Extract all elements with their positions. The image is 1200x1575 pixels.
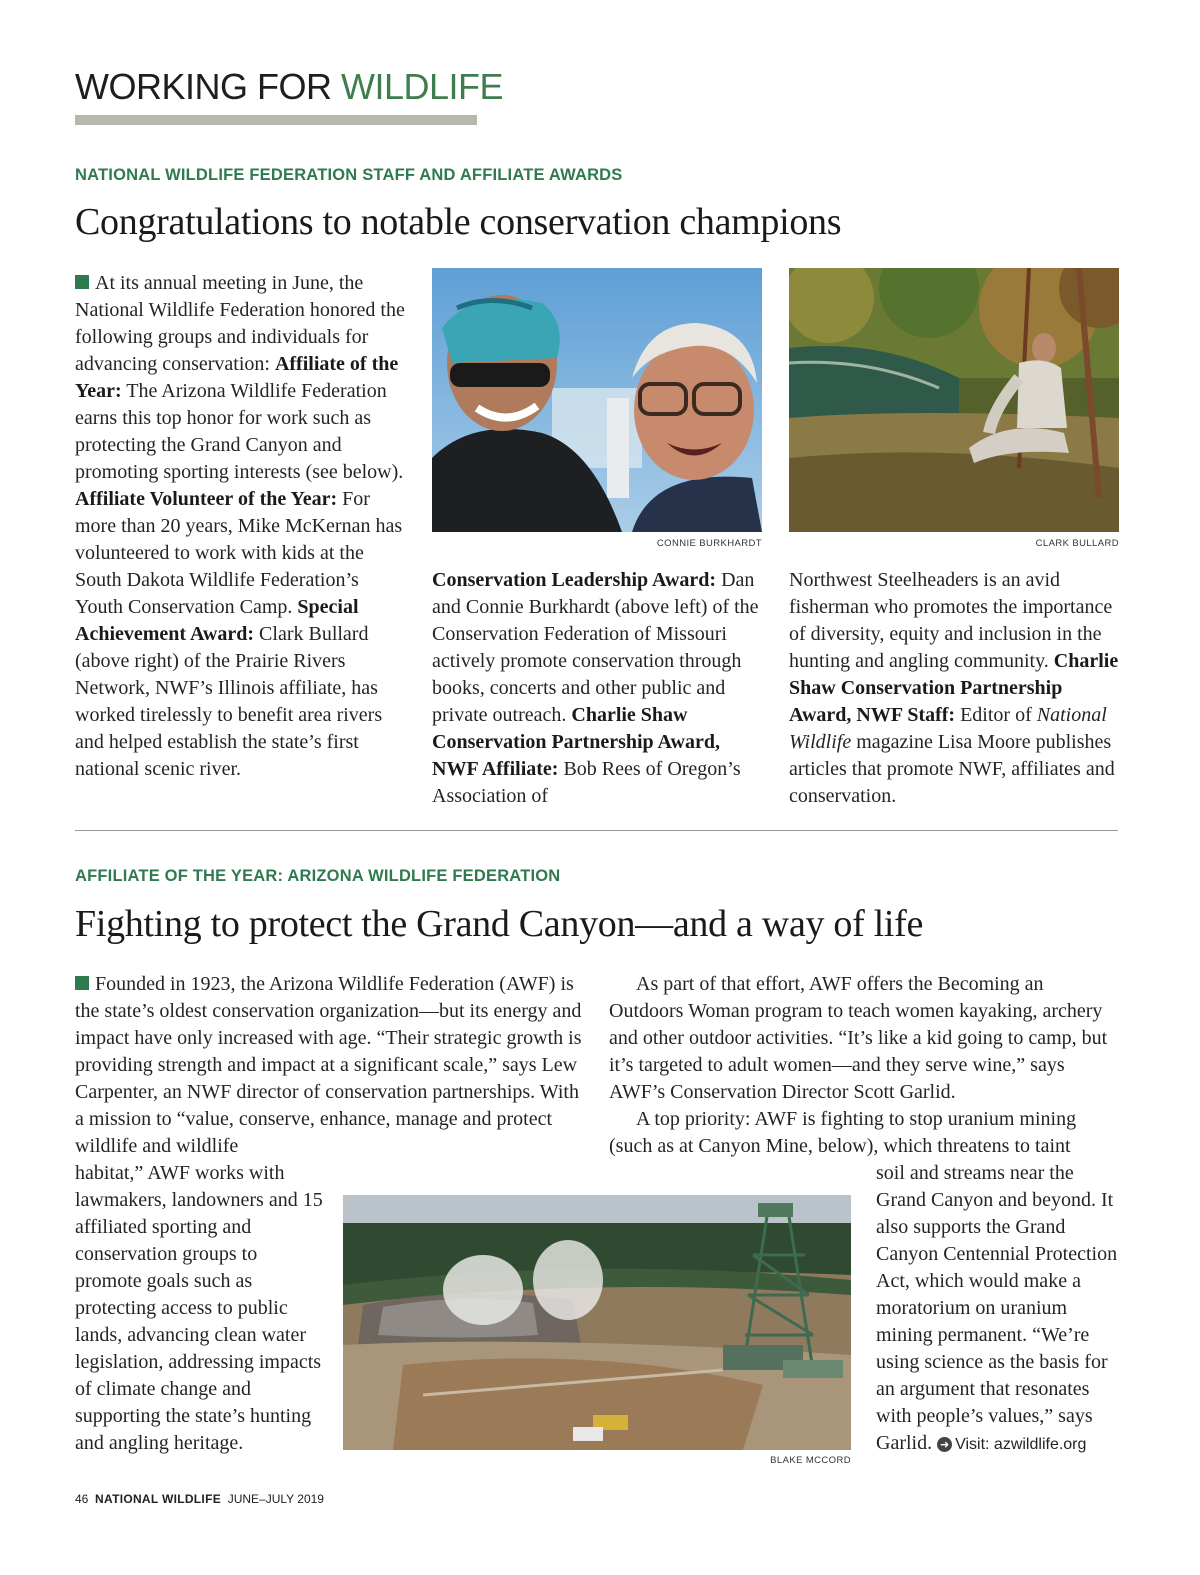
award-text: magazine Lisa Moore publishes articles that promote NWF, affiliates and conservation. bbox=[789, 731, 1115, 807]
award-title: Affiliate Volunteer of the Year: bbox=[75, 488, 338, 510]
award-title: Affiliate of the Year: bbox=[75, 353, 399, 402]
award-text: Editor of bbox=[955, 704, 1037, 726]
section2-headline: Fighting to protect the Grand Canyon—and a way of life bbox=[75, 903, 924, 945]
photo-bullard-illustration bbox=[789, 268, 1119, 532]
section2-kicker: AFFILIATE OF THE YEAR: ARIZONA WILDLIFE FEDERATION bbox=[75, 867, 561, 885]
section1-column-1 bbox=[75, 270, 405, 783]
magazine-name: National Wildlife bbox=[789, 704, 1107, 753]
photo-burkhardt bbox=[432, 268, 762, 532]
section1-kicker: NATIONAL WILDLIFE FEDERATION STAFF AND AFFILIATE AWARDS bbox=[75, 166, 623, 184]
award-title: Conservation Leadership Award: bbox=[432, 569, 717, 591]
header-part1: WORKING FOR bbox=[75, 66, 341, 107]
section1-column-2 bbox=[432, 567, 767, 810]
section2-left-top bbox=[75, 971, 590, 1160]
body-text: Founded in 1923, the Arizona Wildlife Federation (AWF) is the state’s oldest conservation organization—but its energy and impact have only increased with age. “Their strategic growth is providing strength and impact at a significant scale,” says Lew Carpenter, an NWF director of conservation partnerships. With a mission to “value, conserve, enhance, manage and protect wildlife and wildlife bbox=[75, 973, 582, 1157]
photo-credit: BLAKE MCCORD bbox=[770, 1455, 851, 1466]
bullet-square-icon bbox=[75, 976, 89, 990]
page-number: 46 bbox=[75, 1492, 89, 1506]
bullet-square-icon bbox=[75, 275, 89, 289]
body-text: habitat,” AWF works with lawmakers, landowners and 15 affiliated sporting and conservation groups to promote goals such as protecting access to public lands, advancing clean water legislation, addressing impacts of climate change and supporting the state’s hunting and angling heritage. bbox=[75, 1162, 323, 1454]
section1-headline: Congratulations to notable conservation champions bbox=[75, 201, 842, 243]
photo-credit: CONNIE BURKHARDT bbox=[656, 538, 762, 549]
header-part2: WILDLIFE bbox=[341, 66, 504, 107]
visit-label: Visit: azwildlife.org bbox=[955, 1436, 1087, 1453]
intro-text: At its annual meeting in June, the National Wildlife Federation honored the following groups and individuals for advancing conservation: bbox=[75, 272, 405, 375]
photo-canyon-mine bbox=[343, 1195, 851, 1450]
header-underline bbox=[75, 115, 477, 125]
page-footer bbox=[75, 1492, 324, 1506]
magazine-title: NATIONAL WILDLIFE bbox=[95, 1492, 222, 1506]
section-divider bbox=[75, 830, 1118, 831]
section2-right-bottom bbox=[876, 1160, 1121, 1458]
award-text: The Arizona Wildlife Federation earns this top honor for work such as protecting the Grand Canyon and promoting sporting interests (see below). bbox=[75, 380, 404, 483]
award-text: For more than 20 years, Mike McKernan has volunteered to work with kids at the South Dakota Wildlife Federation’s Youth Conservation Camp. bbox=[75, 488, 403, 618]
photo-burkhardt-illustration bbox=[432, 268, 762, 532]
photo-canyon-mine-illustration bbox=[343, 1195, 851, 1450]
section-header bbox=[75, 66, 503, 108]
section2-left-bottom bbox=[75, 1160, 325, 1457]
award-text: Dan and Connie Burkhardt (above left) of the Conservation Federation of Missouri actively promote conservation through books, concerts and other public and private outreach. bbox=[432, 569, 759, 726]
section1-column-3 bbox=[789, 567, 1124, 810]
award-title: Charlie Shaw Conservation Partnership Award, NWF Staff: bbox=[789, 650, 1119, 726]
body-text: As part of that effort, AWF offers the Becoming an Outdoors Woman program to teach women kayaking, archery and other outdoor activities. “It’s like a kid going to camp, but it’s targeted to adult women—and they serve wine,” says AWF’s Conservation Director Scott Garlid. bbox=[609, 973, 1108, 1103]
body-text: A top priority: AWF is fighting to stop uranium mining (such as at Canyon Mine, below), which threatens to taint bbox=[609, 1108, 1077, 1157]
arrow-right-icon: ➜ bbox=[937, 1437, 952, 1452]
award-text: Clark Bullard (above right) of the Prairie Rivers Network, NWF’s Illinois affiliate, has worked tirelessly to benefit area rivers and helped establish the state’s first national scenic river. bbox=[75, 623, 383, 780]
award-title: Charlie Shaw Conservation Partnership Award, NWF Affiliate: bbox=[432, 704, 720, 780]
award-text: Northwest Steelheaders is an avid fisherman who promotes the importance of diversity, equity and inclusion in the hunting and angling community. bbox=[789, 569, 1113, 672]
section2-right-top bbox=[609, 971, 1119, 1160]
award-title: Special Achievement Award: bbox=[75, 596, 359, 645]
award-text: Bob Rees of Oregon’s Association of bbox=[432, 758, 741, 807]
photo-credit: CLARK BULLARD bbox=[1035, 538, 1119, 549]
issue-date: JUNE–JULY 2019 bbox=[227, 1492, 324, 1506]
photo-bullard bbox=[789, 268, 1119, 532]
body-text: soil and streams near the Grand Canyon and beyond. It also supports the Grand Canyon Centennial Protection Act, which would make a moratorium on uranium mining permanent. “We’re using science as the basis for an argument that resonates with people’s values,” says Garlid. bbox=[876, 1162, 1118, 1454]
visit-link[interactable] bbox=[937, 1436, 1086, 1453]
